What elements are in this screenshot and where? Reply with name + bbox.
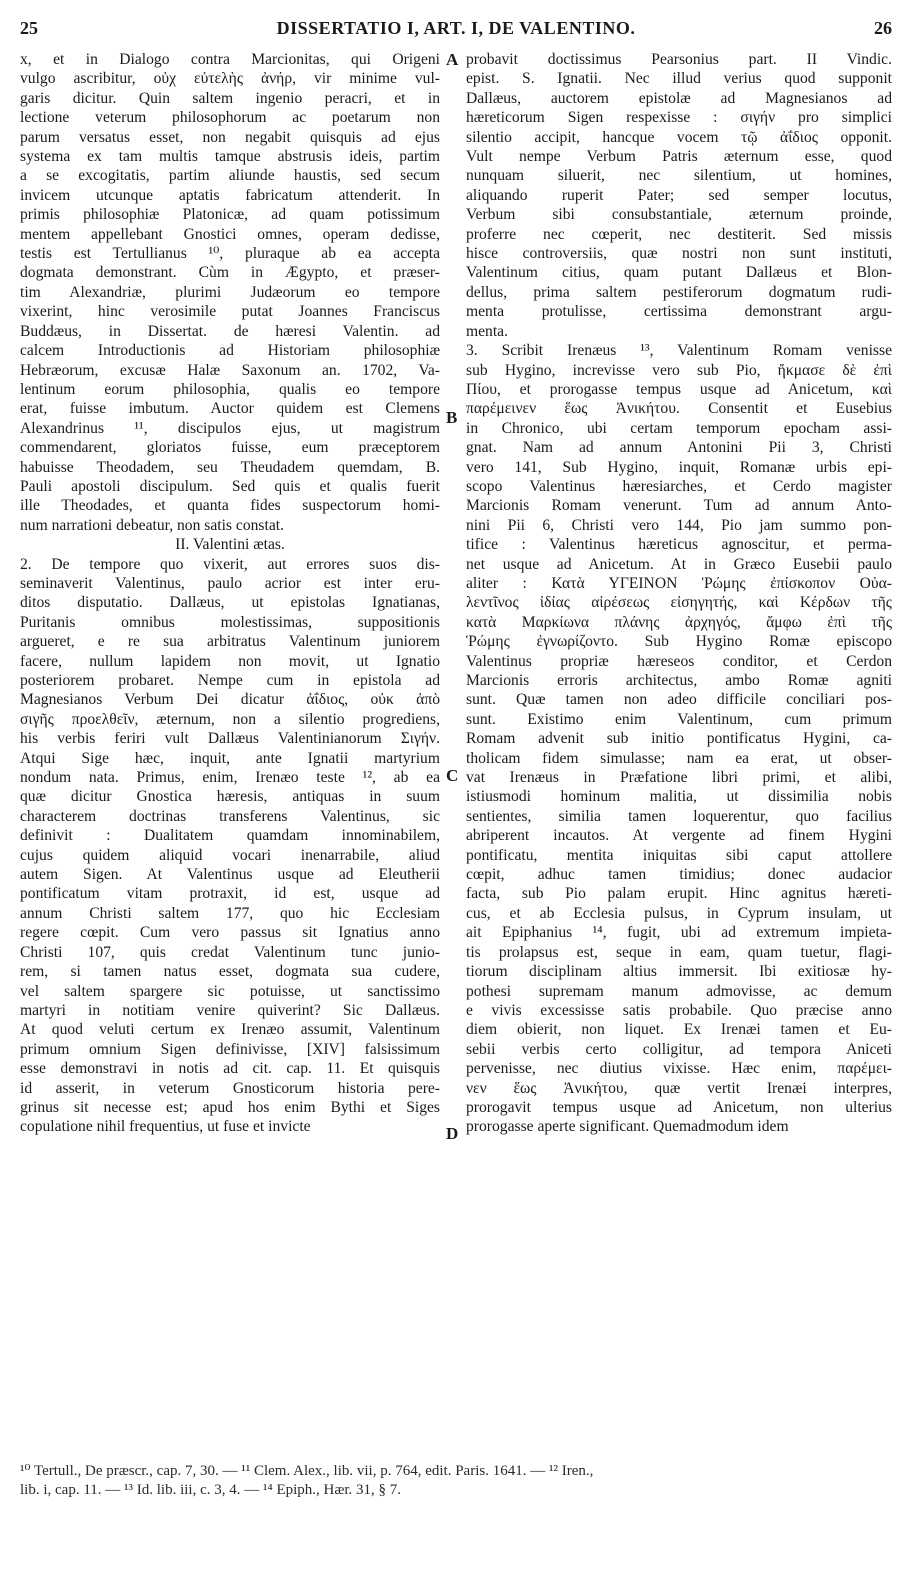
text-line: esse demonstravi in notis ad cit. cap. 11. Et quisquis [20, 1060, 440, 1078]
text-line: primum omnium Sigen definivisse, [XIV] falsissimum [20, 1040, 440, 1058]
text-line: aliquando ruperit Pater; sed semper locutus, [466, 186, 892, 204]
text-line: id asserit, in veterum Gnosticorum historia pere- [20, 1079, 440, 1097]
text-line: 3. Scribit Irenæus ¹³, Valentinum Romam venisse [466, 342, 892, 360]
text-line: scopo Valentinus hæresiarches, et Cerdo magister [466, 477, 892, 495]
text-line: cus, et ab Ecclesia pulsus, in Cyprum insulam, ut [466, 904, 892, 922]
text-line: probavit doctissimus Pearsonius part. II Vindic. [466, 51, 892, 68]
left-text-column [20, 50, 440, 1137]
text-line: nini Pii 6, Christi vero 144, Pio jam summo pon- [466, 516, 892, 534]
text-line: primis philosophiæ Platonicæ, ad quam potissimum [20, 206, 440, 224]
text-line: parum versatus esset, non negabit quisquis ad ejus [20, 128, 440, 146]
text-line: κατὰ Μαρκίωνα πλάνης ἀρχηγός, ἄμφω ἐπὶ τῆς [466, 613, 892, 631]
text-line: tholicam fidem simulasse; nam ea erat, ut obser- [466, 749, 892, 767]
text-line: gnat. Nam ad annum Antonini Pii 3, Christi [466, 439, 892, 457]
text-line: prorogavit tempus usque ad Anicetum, non ulterius [466, 1098, 892, 1116]
text-line: habuisse Theodadem, seu Theudadem quemdam, B. [20, 458, 440, 476]
text-line: Romam advenit sub initio pontificatus Hygini, ca- [466, 730, 892, 748]
footnotes [20, 1462, 892, 1501]
page-number-left: 25 [20, 18, 38, 38]
text-line: vixerint, hinc verosimile putat Joannes Franciscus [20, 303, 440, 321]
text-line: Dallæus, auctorem epistolæ ad Magnesianos ad [466, 89, 892, 107]
text-line: commendarent, gloriatos fuisse, eum præceptorem [20, 439, 440, 457]
text-line: ditos disputatio. Dallæus, ut epistolas Ignatianas, [20, 594, 440, 612]
text-line: nunquam siluerit, nec silentium, ut homines, [466, 167, 892, 185]
text-line: regere cœpit. Cum vero passus sit Ignatius anno [20, 924, 440, 942]
text-line: characterem doctrinas transferens Valentinus, sic [20, 807, 440, 825]
text-line: Christi 107, quis credat Valentinum tunc junio- [20, 943, 440, 961]
text-line: prorogasse aperte significant. Quemadmodum idem [466, 1118, 789, 1136]
text-line: pervenisse, nec diutius vixisse. Hæc enim, παρέμει- [466, 1060, 892, 1078]
text-line: martyri in notitiam venire quiverint? Sic Dallæus. [20, 1001, 440, 1019]
footnote-line: lib. i, cap. 11. — ¹³ Id. lib. iii, c. 3, 4. — ¹⁴ Epiph., Hær. 31, § 7. [20, 1482, 402, 1499]
text-line: nondum nata. Primus, enim, Irenæo teste ¹², ab ea [20, 769, 440, 787]
text-line: definivit : Dualitatem quamdam innominabilem, [20, 827, 440, 845]
text-line: num narrationi debeatur, non satis constat. [20, 516, 284, 534]
right-text-column [466, 50, 892, 1137]
text-line: sunt. Quæ tamen non adeo difficile conciliari pos- [466, 691, 892, 709]
text-line: argueret, e re sua arbitratus Valentinum juniorem [20, 633, 440, 651]
text-line: copulatione nihil frequentius, ut fuse et invicte [20, 1118, 311, 1136]
text-line: Hebræorum, excusæ Halæ Saxonum an. 1702, Va- [20, 361, 440, 379]
text-line: epist. S. Ignatii. Nec illud verius quod supponit [466, 70, 892, 88]
text-line: Vult nempe Verbum Patris æternum esse, quod [466, 148, 892, 166]
running-title: DISSERTATIO I, ART. I, DE VALENTINO. [276, 18, 636, 38]
text-line: II. Valentini ætas. [175, 536, 285, 554]
text-line: invicem utcunque aptatis fabricatum attenderit. In [20, 186, 440, 204]
text-line: At quod veluti certum ex Irenæo assumit, Valentinum [20, 1021, 440, 1039]
text-line: dogmata demonstrant. Cùm in Ægypto, et præser- [20, 264, 440, 282]
text-line: Ῥώμης ἐγνωρίζοντο. Sub Hygino Romæ episcopo [466, 633, 892, 651]
text-line: net usque ad Anicetum. At in Græco Eusebii paulo [466, 555, 892, 573]
margin-letter-c: C [446, 766, 459, 785]
text-line: facere, nullum lapidem non movit, ut Ignatio [20, 652, 440, 670]
text-line: παρέμεινεν ἕως Ἀνικήτου. Consentit et Eusebius [466, 400, 892, 418]
text-line: lectione veterum philosophorum ac poetarum non [20, 109, 440, 127]
text-line: sebii verbis certo colligitur, ad tempora Aniceti [466, 1040, 892, 1058]
text-line: σιγῆς προελθεῖν, æternum, non a silentio progrediens, [20, 710, 440, 728]
text-line: istiusmodi hominum malitia, ut dissimilia nobis [466, 788, 892, 806]
text-line: hisce controversiis, quæ nostri non sunt instituti, [466, 245, 892, 263]
text-line: pontificatu, mentita iniquitas sibi caput attollere [466, 846, 892, 864]
text-line: posteriorem probaret. Nempe cum in epistola ad [20, 672, 440, 689]
text-line: autem Sigen. At Valentinus usque ad Eleutherii [20, 866, 440, 884]
text-line: systema ex tam multis tamque abstrusis ideis, partim [20, 148, 440, 166]
margin-letter-b: B [446, 408, 458, 427]
text-line: νεν ἕως Ἀνικήτου, quæ vertit Irenæi interpres, [466, 1079, 892, 1097]
text-line: Valentinum citius, quam putant Dallæus et Blon- [466, 264, 892, 282]
text-line: tim Alexandriæ, plurimi Judæorum eo tempore [20, 283, 440, 301]
text-line: hæreticorum Sigen respexisse : σιγήν pro simplici [466, 109, 892, 127]
text-line: mentem appellebant Gnostici omnes, operam dedisse, [20, 225, 440, 243]
text-line: sentientes, similia tamen loquerentur, quo facilius [466, 807, 892, 825]
text-line: dellus, prima saltem pestiferorum dogmatum rudi- [466, 283, 892, 301]
text-line: annum Christi saltem 177, quo hic Ecclesiam [20, 904, 440, 922]
text-line: vat Irenæus in Præfatione libri primi, et alibi, [466, 769, 892, 787]
running-header [20, 18, 892, 44]
text-line: Magnesianos Verbum Dei dicatur ἀΐδιος, οὐκ ἀπὸ [20, 691, 440, 709]
text-line: ait Epiphanius ¹⁴, fugit, ubi ad extremum impieta- [466, 924, 892, 942]
margin-letter-a: A [446, 50, 459, 69]
text-line: sunt. Existimo enim Valentinum, cum primum [466, 710, 892, 728]
text-line: quæ dicitur Gnostica hæresis, antiquas in suum [20, 788, 440, 806]
text-line: cujus quidem aliquid vocari inenarrabile, aliud [20, 846, 440, 864]
text-line: in Chronico, ubi certam temporum epocham assi- [466, 419, 892, 437]
text-line: aliter : Κατὰ ΥΓΕΙΝΟΝ Ῥώμης ἐπίσκοπον Οὐα- [466, 574, 892, 592]
text-line: tiorum disciplinam altius immersit. Ibi exitiosæ hy- [466, 963, 892, 981]
text-line: vel saltem spargere sic potuisse, ut sanctissimo [20, 982, 440, 1000]
text-line: pothesi supremam manum admovisse, ac demum [466, 982, 892, 1000]
text-line: x, et in Dialogo contra Marcionitas, qui Origeni [20, 51, 440, 68]
text-line: a se excogitatis, partim aliunde haustis, sed secum [20, 167, 440, 185]
text-line: Atqui Sige hæc, inquit, ante Ignatii martyrium [20, 749, 440, 767]
text-line: silentio accipit, hancque vocem τῷ ἀΐδιος opponit. [466, 128, 892, 146]
footnote-line: ¹⁰ Tertull., De præscr., cap. 7, 30. — ¹¹ Clem. Alex., lib. vii, p. 764, edit. Paris. 1641. — ¹² Iren., [20, 1463, 594, 1479]
text-line: Puritanis omnibus molestissimas, suppositionis [20, 613, 440, 631]
text-line: Buddæus, in Dissertat. de hæresi Valentin. ad [20, 322, 440, 340]
text-line: abriperent incautos. At vergente ad finem Hygini [466, 827, 892, 845]
text-line: seminaverit Valentinus, paulo acrior est inter eru- [20, 574, 440, 592]
text-line: vero 141, Sub Hygino, inquit, Romanæ urbis epi- [466, 458, 892, 476]
text-line: λεντῖνος ἰδίας αἱρέσεως εἰσηγητής, καὶ Κέρδων τῆς [466, 594, 892, 612]
text-line: rem, si tamen natus esset, dogmata sua cudere, [20, 963, 440, 981]
text-line: menta protulisse, certissima demonstrant argu- [466, 303, 892, 321]
text-line: sub Hygino, increvisse vero sub Pio, ἤκμασε δὲ ἐπὶ [466, 361, 892, 379]
text-line: calcem Introductionis ad Historiam philosophiæ [20, 342, 440, 360]
text-line: facta, sub Pio palam erupit. Hinc agnitus hæreti- [466, 885, 892, 903]
text-line: Pauli apostoli discipulum. Sed quis et qualis fuerit [20, 477, 440, 495]
text-line: Valentinus propriæ hæreseos conditor, et Cerdon [466, 652, 892, 670]
text-line: Alexandrinus ¹¹, discipulos ejus, ut magistrum [20, 419, 440, 437]
text-line: tis prolapsus est, seque in eam, quam tuetur, flagi- [466, 943, 892, 961]
text-line: Verbum sibi consubstantiale, æternum proinde, [466, 206, 892, 224]
text-line: garis dicitur. Quin saltem ingenio peracri, et in [20, 89, 440, 107]
text-line: his verbis feriri vult Dallæus Valentinianorum Σιγήν. [20, 730, 440, 748]
text-line: Marcionis Romam venerunt. Tum ad annum Anto- [466, 497, 892, 515]
text-line: lentinum eorum philosophia, qualis eo tempore [20, 380, 440, 398]
text-line: Marcionis erroris architectus, ambo Romæ agniti [466, 672, 892, 689]
text-line: pontificatum vitam protraxit, id est, usque ad [20, 885, 440, 903]
text-line: ille Theodades, et quanta fides suspectorum homi- [20, 497, 440, 515]
margin-letter-d: D [446, 1124, 459, 1143]
text-line: vulgo ascribitur, οὐχ εὐτελὴς ἀνήρ, vir minime vul- [20, 70, 440, 88]
text-line: erat, fuisse imbutum. Auctor quidem est Clemens [20, 400, 440, 418]
text-line: cœpit, adhuc tamen timidius; donec audacior [466, 866, 892, 884]
text-line: Πίου, et prorogasse tempus usque ad Anicetum, καὶ [466, 380, 892, 398]
text-line: 2. De tempore quo vixerit, aut errores suos dis- [20, 555, 440, 573]
text-line: tifice : Valentinus hæreticus agnoscitur, et perma- [466, 536, 892, 554]
text-line: menta. [466, 322, 508, 340]
text-line: proferre nec cœperit, nec destiterit. Sed missis [466, 225, 892, 243]
text-line: testis est Tertullianus ¹⁰, pluraque ab ea accepta [20, 245, 440, 263]
text-line: grinus sit necesse est; apud hos enim Bythi et Siges [20, 1098, 440, 1116]
text-line: diem obierit, non liquet. Ex Irenæi tamen et Eu- [466, 1021, 892, 1039]
page-number-right: 26 [874, 18, 892, 38]
text-line: e vivis excessisse satis probabile. Quo præcise anno [466, 1001, 892, 1019]
